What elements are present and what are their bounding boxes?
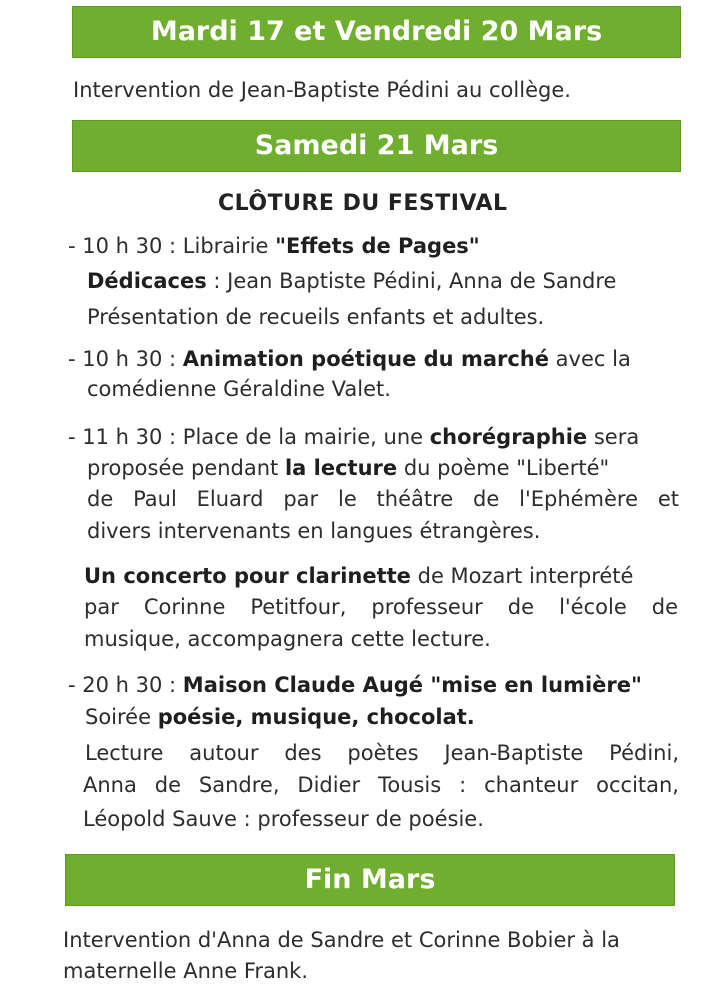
- item-5-line-5: Léopold Sauve : professeur de poésie.: [83, 807, 484, 831]
- item-text: avec la: [549, 347, 631, 371]
- item-4-line-1: [84, 563, 633, 589]
- item-5-line-4: Anna de Sandre, Didier Tousis : chanteur occitan,: [83, 773, 679, 797]
- item-text: Soirée: [85, 705, 158, 729]
- section-3-line-2: maternelle Anne Frank.: [63, 959, 309, 983]
- item-text: du poème "Liberté": [397, 456, 610, 480]
- item-3-line-4: divers intervenants en langues étrangères.: [87, 519, 541, 543]
- item-5-line-3: Lecture autour des poètes Jean-Baptiste Pédini,: [85, 741, 679, 765]
- item-text: : Jean Baptiste Pédini, Anna de Sandre: [206, 269, 617, 293]
- section-1-text: Intervention de Jean-Baptiste Pédini au collège.: [73, 78, 571, 102]
- item-4-line-2: par Corinne Petitfour, professeur de l'école de: [84, 595, 678, 619]
- event-name: la lecture: [284, 456, 398, 480]
- signing-label: Dédicaces: [87, 269, 207, 293]
- event-name: chorégraphie: [429, 425, 588, 449]
- item-time: - 10 h 30 :: [68, 234, 183, 258]
- venue-name: Maison Claude Augé "mise en lumière": [182, 673, 642, 697]
- item-3-line-2: [87, 455, 609, 481]
- date-banner-3: [65, 854, 675, 906]
- item-5-line-2: [85, 704, 475, 730]
- item-5-line-1: [68, 672, 642, 698]
- banner-text: Mardi 17 et Vendredi 20 Mars: [150, 16, 603, 47]
- item-text: Librairie: [182, 234, 276, 258]
- item-text: proposée pendant: [87, 456, 285, 480]
- item-text: de Mozart interprété: [410, 564, 634, 588]
- item-4-line-3: musique, accompagnera cette lecture.: [84, 627, 491, 651]
- item-time: - 20 h 30 :: [68, 673, 183, 697]
- item-text: sera: [587, 425, 640, 449]
- date-banner-1: [72, 6, 681, 58]
- item-1-line-3: Présentation de recueils enfants et adultes.: [87, 305, 545, 329]
- item-2-line-2: comédienne Géraldine Valet.: [87, 377, 391, 401]
- event-name: poésie, musique, chocolat.: [157, 705, 475, 729]
- event-name: Un concerto pour clarinette: [84, 564, 411, 588]
- item-2-line-1: [68, 346, 631, 372]
- item-3-line-3: de Paul Eluard par le théâtre de l'Ephémère et: [87, 487, 679, 511]
- item-time: - 10 h 30 :: [68, 347, 183, 371]
- banner-text: Samedi 21 Mars: [254, 130, 499, 161]
- item-text: Place de la mairie, une: [182, 425, 430, 449]
- item-time: - 11 h 30 :: [68, 425, 183, 449]
- venue-name: "Effets de Pages": [275, 234, 480, 258]
- banner-text: Fin Mars: [304, 864, 436, 895]
- date-banner-2: [72, 120, 681, 172]
- event-name: Animation poétique du marché: [182, 347, 549, 371]
- item-1-line-1: [68, 233, 480, 259]
- item-3-line-1: [68, 424, 639, 450]
- festival-closing-heading: CLÔTURE DU FESTIVAL: [218, 191, 508, 216]
- item-1-line-2: [87, 268, 616, 294]
- section-3-line-1: Intervention d'Anna de Sandre et Corinne Bobier à la: [63, 928, 620, 952]
